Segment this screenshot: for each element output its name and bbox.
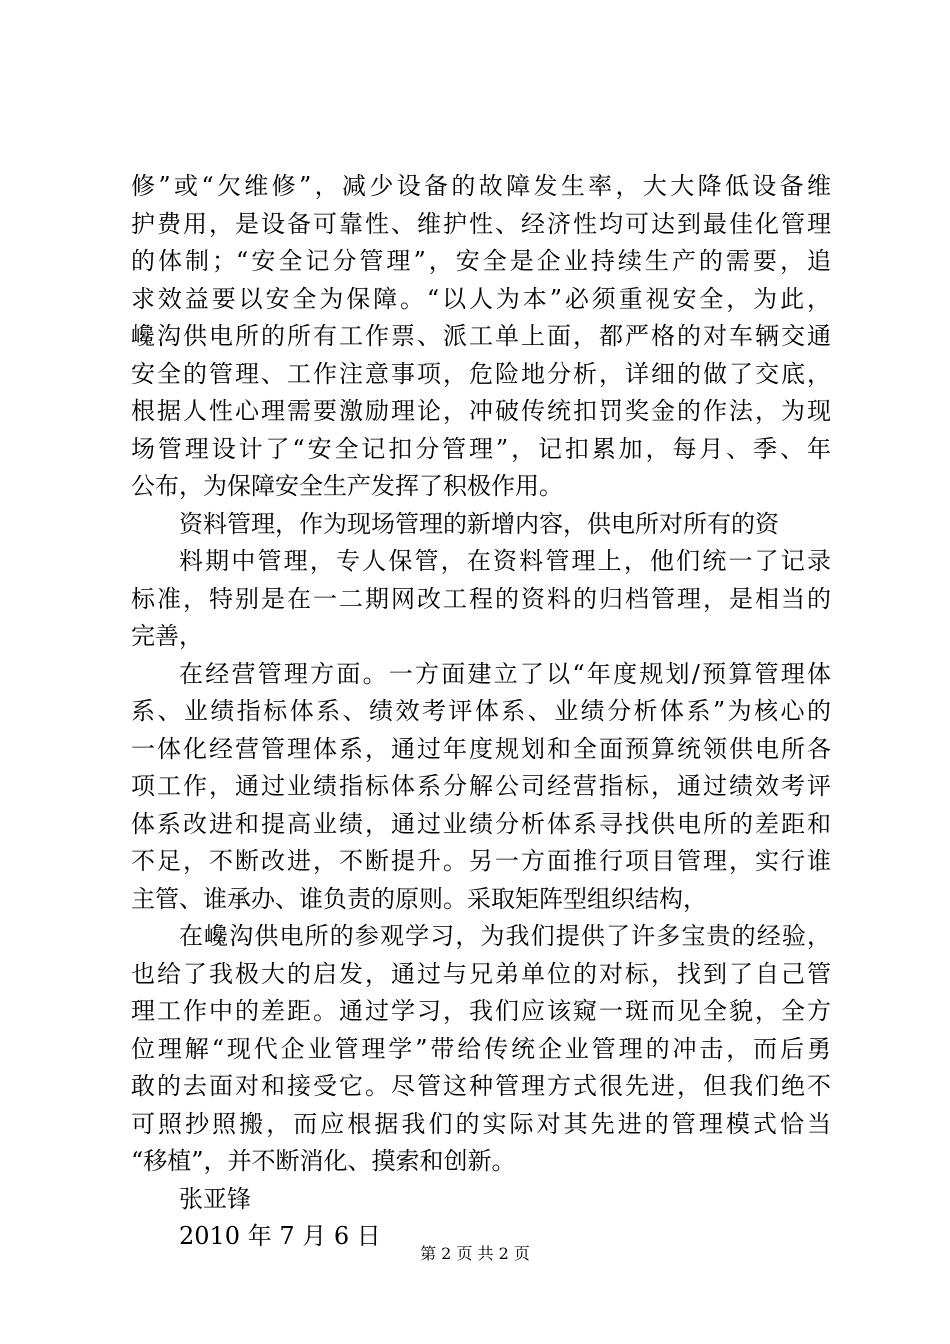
text-line: 一体化经营管理体系，通过年度规划和全面预算统领供电所各 xyxy=(131,734,831,763)
text-line: 也给了我极大的启发，通过与兄弟单位的对标，找到了自己管 xyxy=(131,959,831,988)
text-line: 主管、谁承办、谁负责的原则。采取矩阵型组织结构， xyxy=(131,884,707,913)
paragraph-start-line: 在经营管理方面。一方面建立了以“年度规划/预算管理体 xyxy=(179,659,831,688)
text-line: “移植”，并不断消化、摸索和创新。 xyxy=(131,1147,516,1175)
document-date: 2010 年 7 月 6 日 xyxy=(179,1222,381,1250)
text-line: 巉沟供电所的所有工作票、派工单上面，都严格的对车辆交通 xyxy=(131,322,831,350)
text-line: 敢的去面对和接受它。尽管这种管理方式很先进，但我们绝不 xyxy=(131,1072,831,1100)
text-line: 完善， xyxy=(131,622,203,650)
text-line: 项工作，通过业绩指标体系分解公司经营指标，通过绩效考评 xyxy=(131,772,831,800)
text-line: 护费用，是设备可靠性、维护性、经济性均可达到最佳化管理 xyxy=(131,209,831,238)
text-line: 系、业绩指标体系、绩效考评体系、业绩分析体系”为核心的 xyxy=(131,697,831,725)
text-line: 根据人性心理需要激励理论，冲破传统扣罚奖金的作法，为现 xyxy=(131,397,831,425)
text-line: 安全的管理、工作注意事项，危险地分析，详细的做了交底， xyxy=(131,359,831,388)
text-line: 公布，为保障安全生产发挥了积极作用。 xyxy=(131,472,563,500)
text-line: 标准，特别是在一二期网改工程的资料的归档管理，是相当的 xyxy=(131,584,831,613)
text-line: 料期中管理，专人保管，在资料管理上，他们统一了记录 xyxy=(179,547,831,575)
paragraph-start-line: 资料管理，作为现场管理的新增内容，供电所对所有的资 xyxy=(179,509,779,538)
text-line: 理工作中的差距。通过学习，我们应该窥一斑而见全貌，全方 xyxy=(131,997,831,1025)
author-signature: 张亚锋 xyxy=(179,1184,251,1213)
text-line: 体系改进和提高业绩，通过业绩分析体系寻找供电所的差距和 xyxy=(131,809,831,838)
text-line: 求效益要以安全为保障。“以人为本”必须重视安全，为此， xyxy=(131,284,831,313)
text-line: 场管理设计了“安全记扣分管理”，记扣累加，每月、季、年 xyxy=(131,434,831,463)
text-line: 修”或“欠维修”，减少设备的故障发生率，大大降低设备维 xyxy=(131,172,831,200)
text-line: 位理解“现代企业管理学”带给传统企业管理的冲击，而后勇 xyxy=(131,1034,831,1063)
text-line: 的体制；“安全记分管理”，安全是企业持续生产的需要，追 xyxy=(131,247,831,275)
page-number-footer: 第 2 页 共 2 页 xyxy=(420,1244,530,1263)
paragraph-start-line: 在巉沟供电所的参观学习，为我们提供了许多宝贵的经验， xyxy=(179,922,831,950)
document-body xyxy=(131,168,831,1256)
text-line: 可照抄照搬，而应根据我们的实际对其先进的管理模式恰当 xyxy=(131,1109,831,1138)
text-line: 不足，不断改进，不断提升。另一方面推行项目管理，实行谁 xyxy=(131,847,831,875)
